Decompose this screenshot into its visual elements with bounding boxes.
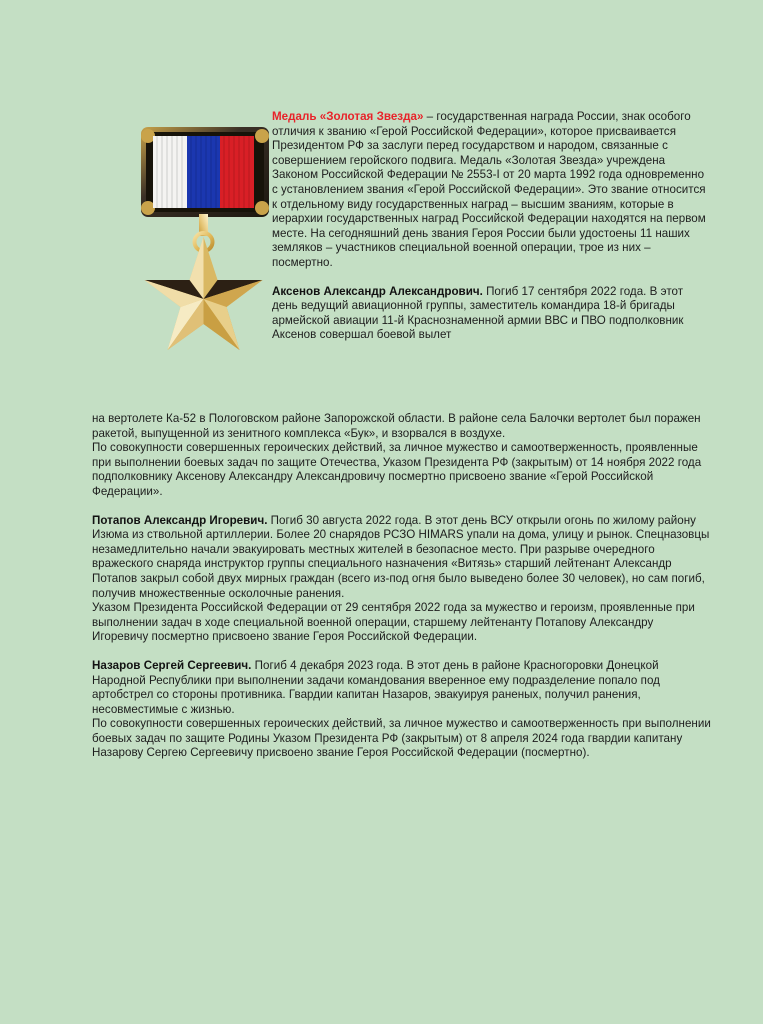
intro-paragraph (272, 110, 712, 271)
aksenov-name: Аксенов Александр Александрович. (272, 284, 483, 298)
nazarov-paragraph (92, 659, 712, 717)
aksenov-column-text: Погиб 17 сентября 2022 года. В этот день ведущий авиационной группы, заместитель командира 18-й бригады армейской авиации 11-й Краснознаменной армии ВВС и ПВО подполковник Аксенов совершал боевой вылет (272, 284, 684, 342)
nazarov-name: Назаров Сергей Сергеевич. (92, 658, 252, 672)
intro-column (272, 110, 712, 343)
nazarov-award: По совокупности совершенных героических действий, за личное мужество и самоотверженность при выполнении боевых задач по защите Родины Указом Президента РФ (закрытым) от 8 апреля 2024 года гвардии капитану Назарову Сергею Сергеевичу присвоено звание Героя Российской Федерации (посмертно). (92, 717, 711, 760)
medal-title-lead: Медаль «Золотая Звезда» (272, 110, 424, 123)
potapov-body: Погиб 30 августа 2022 года. В этот день ВСУ открыли огонь по жилому району Изюма из ствольной артиллерии. Более 20 снарядов РСЗО HIMARS упали на дома, улицу и рынок. Спецназовцы незамедлительно начали эвакуировать местных жителей в безопасное место. При разрыве очередного вражеского снаряда инструктор группы специального назначения «Витязь» старший лейтенант Александр Потапов закрыл собой двух мирных граждан (всего из-под огня было выведено более 30 человек), но сам погиб, получив множественные осколочные ранения. (92, 513, 710, 600)
intro-body: – государственная награда России, знак особого отличия к званию «Герой Российской Федерации», которое присваивается Президентом РФ за заслуги перед государством и народом, связанные с совершением геройского подвига. Медаль «Золотая Звезда» учреждена Законом Российской Федерации № 2553-I от 20 марта 1992 года одновременно с установлением звания «Герой Российской Федерации». Это звание относится к отдельному виду государственных наград – высшим званиям, которые в иерархии государственных наград Российской Федерации находятся на первом месте. На сегодняшний день звания Героя России были удостоены 11 наших земляков – участников специальной военной операции, трое из них – посмертно. (272, 110, 706, 269)
aksenov-intro-paragraph (272, 285, 712, 343)
aksenov-continuation: на вертолете Ка-52 в Пологовском районе Запорожской области. В районе села Балочки вертолет был поражен ракетой, выпущенной из зенитного комплекса «Бук», и взорвался в воздухе. (92, 412, 701, 440)
potapov-award: Указом Президента Российской Федерации от 29 сентября 2022 года за мужество и героизм, проявленные при выполнении задач в ходе специальной военной операции, старшему лейтенанту Потапову Александру Игоревичу посмертно присвоено звание Героя Российской Федерации. (92, 601, 695, 644)
nazarov-body: Погиб 4 декабря 2023 года. В этот день в районе Красногоровки Донецкой Народной Республики при выполнении задачи командования вверенное ему подразделение попало под артобстрел со стороны противника. Гвардии капитан Назаров, эвакуируя раненых, получил ранения, несовместимые с жизнью. (92, 658, 660, 716)
potapov-name: Потапов Александр Игоревич. (92, 513, 268, 527)
body-column (92, 412, 712, 761)
aksenov-award: По совокупности совершенных героических действий, за личное мужество и самоотверженность, проявленные при выполнении боевых задач по защите Отечества, Указом Президента РФ (закрытым) от 14 ноября 2022 года подполковнику Аксенову Александру Александровичу посмертно присвоено звание «Герой Российской Федерации». (92, 441, 702, 498)
potapov-paragraph (92, 514, 712, 602)
